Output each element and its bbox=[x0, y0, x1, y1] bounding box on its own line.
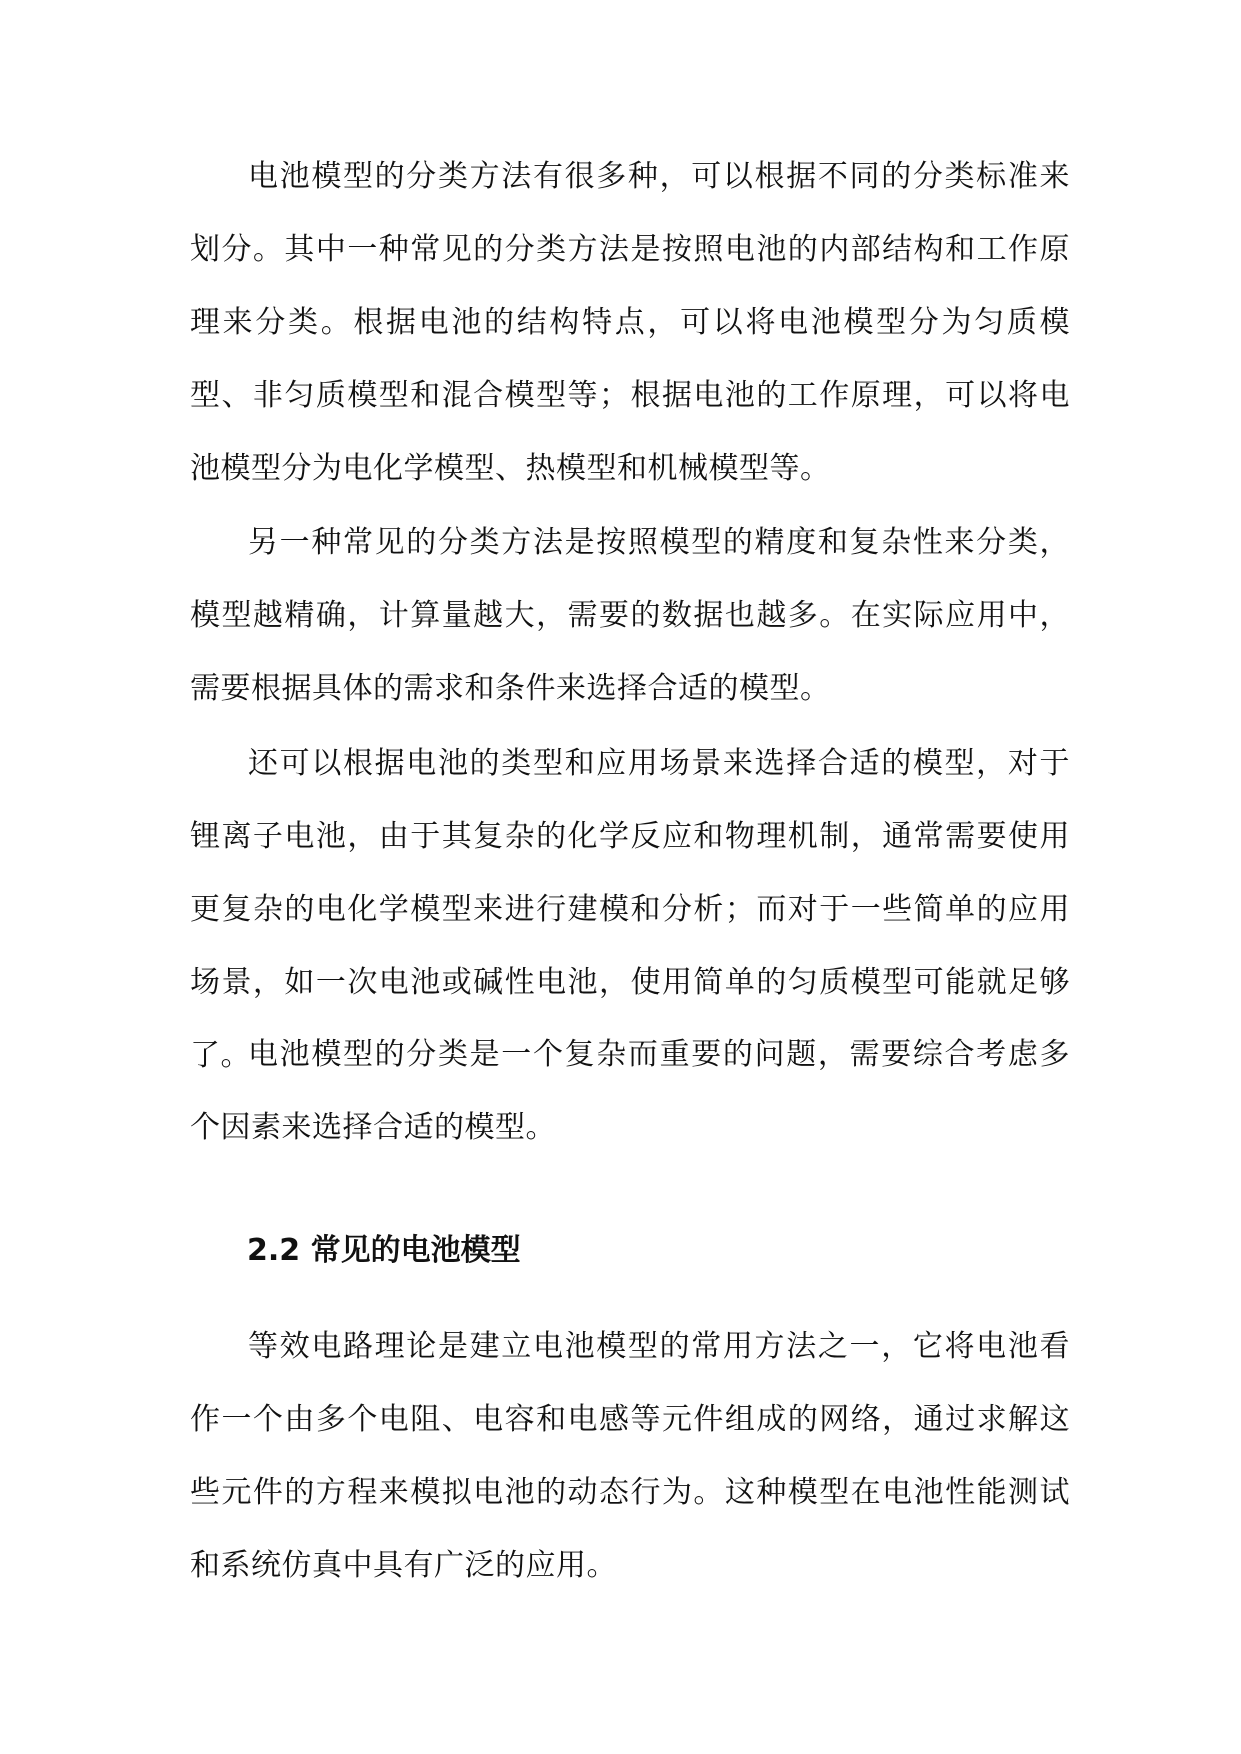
paragraph-equivalent-circuit: 等效电路理论是建立电池模型的常用方法之一，它将电池看作一个由多个电阻、电容和电感等元件组成的网络，通过求解这些元件的方程来模拟电池的动态行为。这种模型在电池性能测试和系统仿真中具有广泛的应用。 bbox=[190, 1329, 1070, 1583]
paragraph-accuracy-complexity: 另一种常见的分类方法是按照模型的精度和复杂性来分类，模型越精确，计算量越大，需要的数据也越多。在实际应用中，需要根据具体的需求和条件来选择合适的模型。 bbox=[190, 525, 1070, 706]
paragraph-summary: 电池模型的分类是一个复杂而重要的问题，需要综合考虑多个因素来选择合适的模型。 bbox=[190, 1037, 1070, 1145]
section-heading: 2.2 常见的电池模型 bbox=[247, 1233, 521, 1268]
paragraph-battery-type-scenario: 还可以根据电池的类型和应用场景来选择合适的模型，对于锂离子电池，由于其复杂的化学反应和物理机制，通常需要使用更复杂的电化学模型来进行建模和分析；而对于一些简单的应用场景，如一次电池或碱性电池，使用简单的匀质模型可能就足够了。 bbox=[190, 746, 1070, 1073]
paragraph-classification-methods: 电池模型的分类方法有很多种，可以根据不同的分类标准来划分。其中一种常见的分类方法是按照电池的内部结构和工作原理来分类。根据电池的结构特点，可以将电池模型分为匀质模型、非匀质模型和混合模型等；根据电池的工作原理，可以将电池模型分为电化学模型、热模型和机械模型等。 bbox=[190, 159, 1070, 486]
